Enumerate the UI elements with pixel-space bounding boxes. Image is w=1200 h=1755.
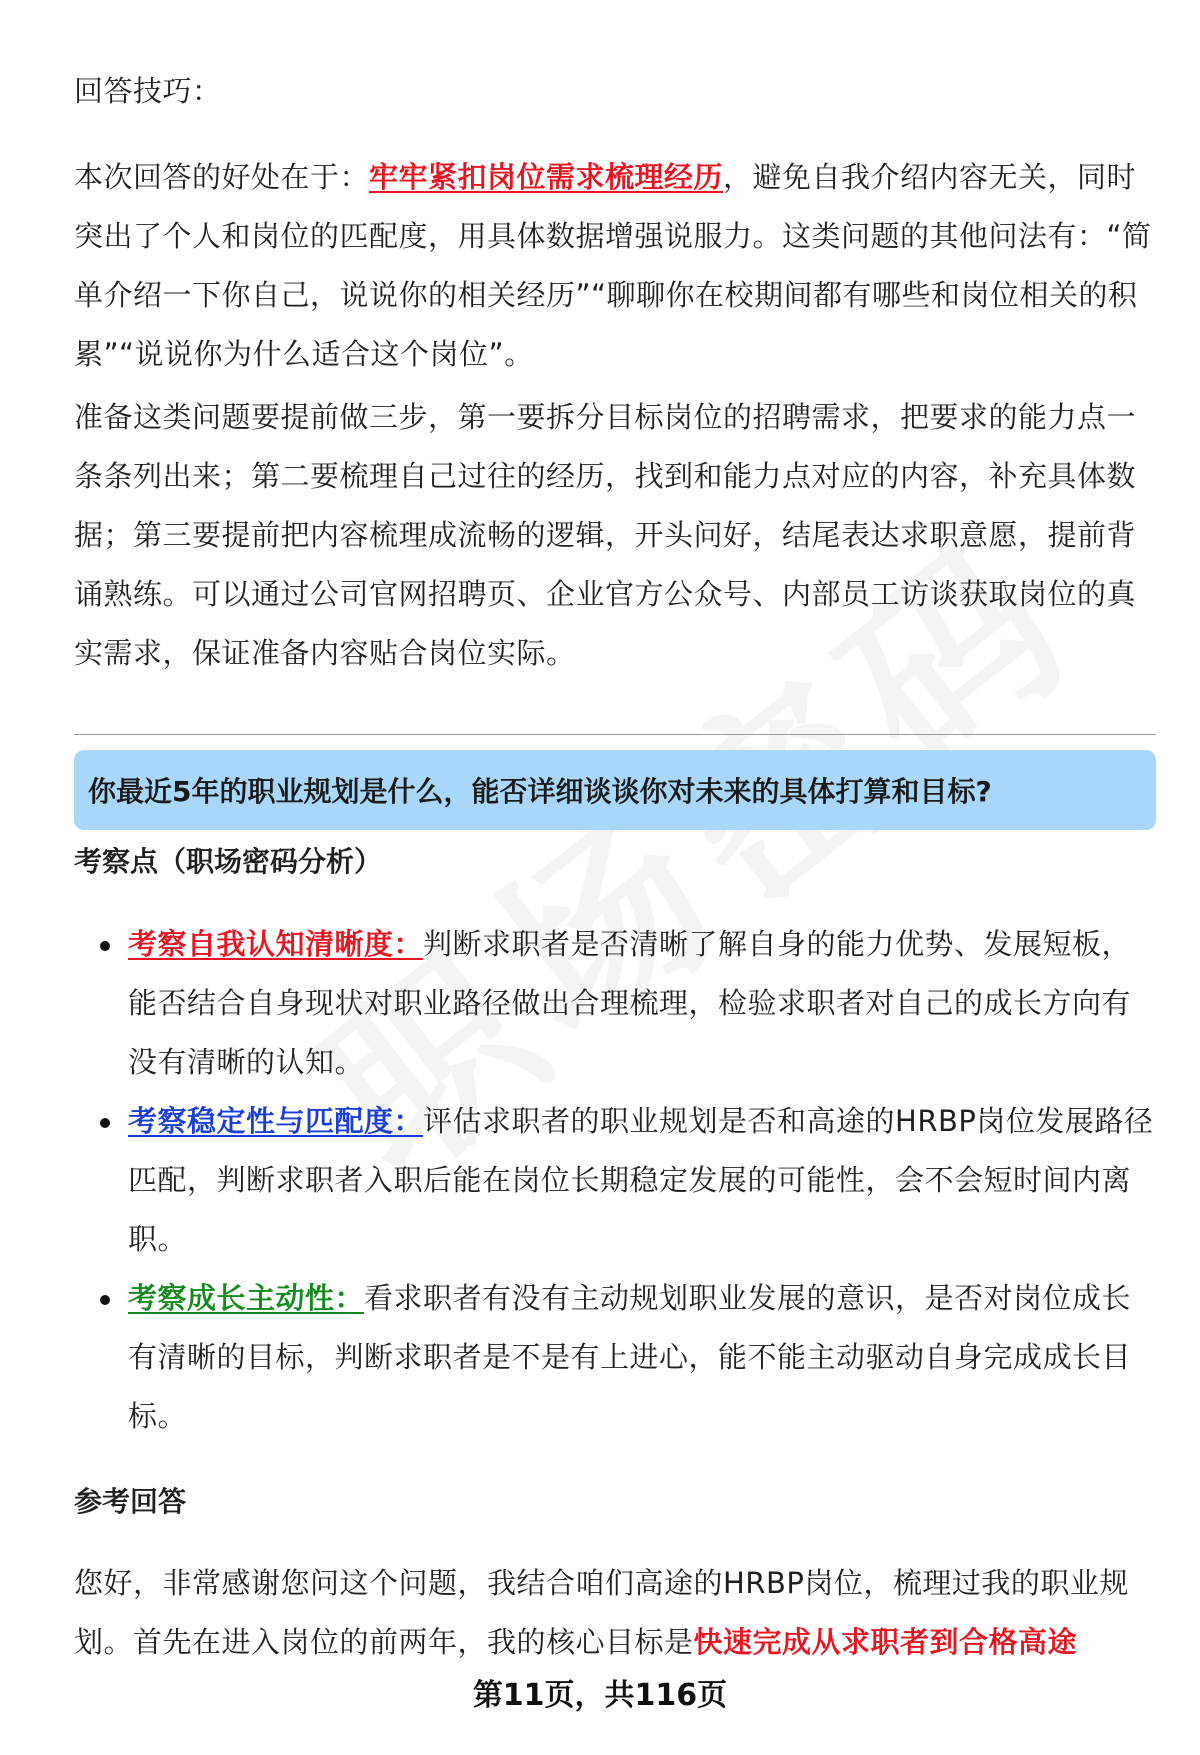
exam-point-1 [74,915,1156,1092]
exam-point-text: 看求职者有没有主动规划职业发展的意识，是否对岗位成长有清晰的目标，判断求职者是不是有上进心，能不能主动驱动自身完成成长目标。 [128,1281,1132,1433]
bullet-icon [100,1295,110,1305]
tips-prep-paragraph: 准备这类问题要提前做三步，第一要拆分目标岗位的招聘需求，把要求的能力点一条条列出来；第二要梳理自己过往的经历，找到和能力点对应的内容，补充具体数据；第三要提前把内容梳理成流畅的逻辑，开头问好，结尾表达求职意愿，提前背诵熟练。可以通过公司官网招聘页、企业官方公众号、内部员工访谈获取岗位的真实需求，保证准备内容贴合岗位实际。 [74,400,1137,670]
tips-title: 回答技巧： [74,74,222,108]
reference-paragraph [74,1554,1156,1672]
tips-intro-highlight: 牢牢紧扣岗位需求梳理经历 [369,160,724,194]
exam-point-label: 考察稳定性与匹配度： [128,1104,424,1138]
question-text: 你最近5年的职业规划是什么，能否详细谈谈你对未来的具体打算和目标? [88,775,992,808]
reference-body-prefix: 您好，非常感谢您问这个问题，我结合咱们高途的HRBP岗位，梳理过我的职业规划。首先在进入岗位的前两年，我的核心目标是 [74,1566,1129,1659]
section-divider [74,734,1156,735]
reference-body-highlight: 快速完成从求职者到合格高途 [693,1625,1078,1659]
tips-intro-paragraph [74,148,1156,384]
bullet-icon [100,941,110,951]
exam-points-list [74,915,1156,1446]
exam-point-label: 考察自我认知清晰度： [128,927,424,961]
tips-intro-rest: ，避免自我介绍内容无关，同时突出了个人和岗位的匹配度，用具体数据增强说服力。这类问题的其他问法有：“简单介绍一下你自己，说说你的相关经历”“聊聊你在校期间都有哪些和岗位相关的积累”“说说你为什么适合这个岗位”。 [74,160,1152,371]
exam-point-text: 判断求职者是否清晰了解自身的能力优势、发展短板，能否结合自身现状对职业路径做出合理梳理，检验求职者对自己的成长方向有没有清晰的认知。 [128,927,1132,1079]
exam-point-3 [74,1269,1156,1446]
question-box [74,750,1156,830]
reference-heading: 参考回答 [74,1485,187,1518]
page-number: 第11页，共116页 [472,1678,728,1713]
exam-point-2 [74,1092,1156,1269]
bullet-icon [100,1118,110,1128]
exam-point-text: 评估求职者的职业规划是否和高途的HRBP岗位发展路径匹配，判断求职者入职后能在岗位长期稳定发展的可能性，会不会短时间内离职。 [128,1104,1154,1256]
exam-heading: 考察点（职场密码分析） [74,845,383,878]
tips-intro-prefix: 本次回答的好处在于： [74,160,370,194]
exam-point-label: 考察成长主动性： [128,1281,365,1315]
